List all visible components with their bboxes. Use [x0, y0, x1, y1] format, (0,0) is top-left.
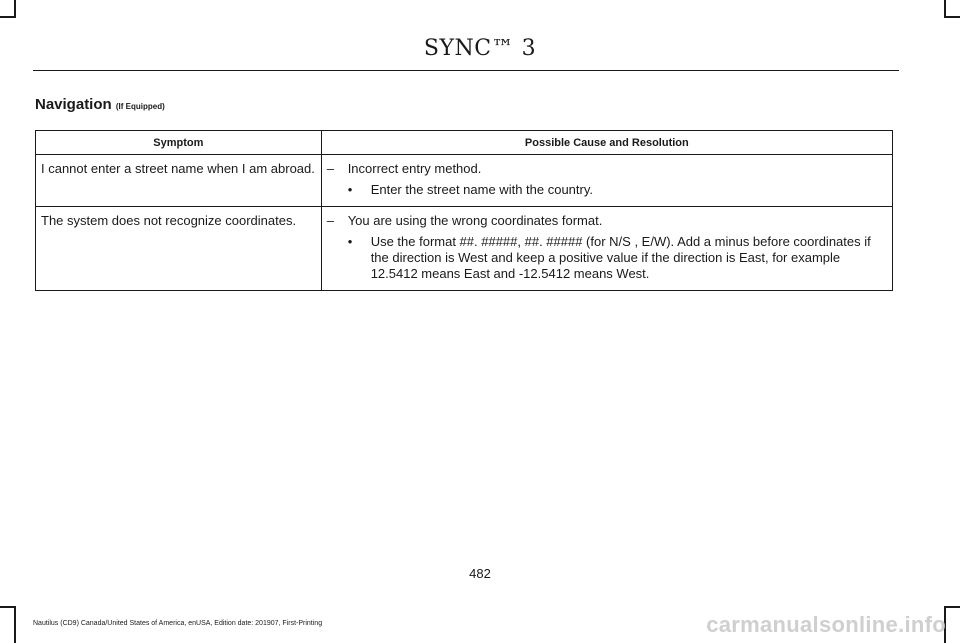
- bullet-marker: •: [347, 182, 353, 197]
- section-qualifier: (If Equipped): [115, 102, 165, 111]
- crop-mark-bottom-left-vertical: [14, 606, 16, 643]
- dash-marker: –: [326, 161, 334, 176]
- cause-text: Incorrect entry method.: [347, 161, 482, 176]
- resolution-cell: [321, 155, 892, 207]
- troubleshooting-table: [35, 130, 893, 291]
- symptom-cell: I cannot enter a street name when I am abroad.: [36, 155, 322, 207]
- dash-marker: –: [326, 213, 334, 228]
- symptom-cell: The system does not recognize coordinates.: [36, 207, 322, 291]
- crop-mark-top-right-vertical: [944, 0, 946, 18]
- bullet-marker: •: [347, 234, 353, 249]
- column-header-resolution: Possible Cause and Resolution: [321, 131, 892, 155]
- crop-mark-top-left-horizontal: [0, 16, 14, 18]
- cause-text: You are using the wrong coordinates format.: [347, 213, 603, 228]
- section-heading: [35, 96, 165, 113]
- cause-line: [327, 161, 887, 177]
- section-title: Navigation: [35, 96, 112, 113]
- crop-mark-bottom-left-horizontal: [0, 606, 14, 608]
- action-text: Enter the street name with the country.: [370, 182, 594, 197]
- crop-mark-top-right-horizontal: [946, 16, 960, 18]
- action-line: [327, 182, 887, 198]
- crop-mark-top-left-vertical: [14, 0, 16, 18]
- header-rule: [33, 70, 899, 71]
- page-number: 482: [469, 566, 491, 581]
- table-header-row: [36, 131, 893, 155]
- cause-line: [327, 213, 887, 229]
- column-header-symptom: Symptom: [36, 131, 322, 155]
- crop-mark-bottom-right-horizontal: [946, 606, 960, 608]
- edition-footer: Nautilus (CD9) Canada/United States of America, enUSA, Edition date: 201907, First-Printing: [33, 620, 323, 627]
- resolution-cell: [321, 207, 892, 291]
- action-line: [327, 234, 887, 282]
- action-text: Use the format ##. #####, ##. ##### (for N/S , E/W). Add a minus before coordinates if the direction is West and keep a positive value if the direction is East, for example 12.5412 means East and -12.5412 means West.: [370, 234, 871, 281]
- table-row: [36, 155, 893, 207]
- table-row: [36, 207, 893, 291]
- watermark: carmanualsonline.info: [706, 612, 946, 637]
- running-header: SYNC™ 3: [423, 36, 537, 61]
